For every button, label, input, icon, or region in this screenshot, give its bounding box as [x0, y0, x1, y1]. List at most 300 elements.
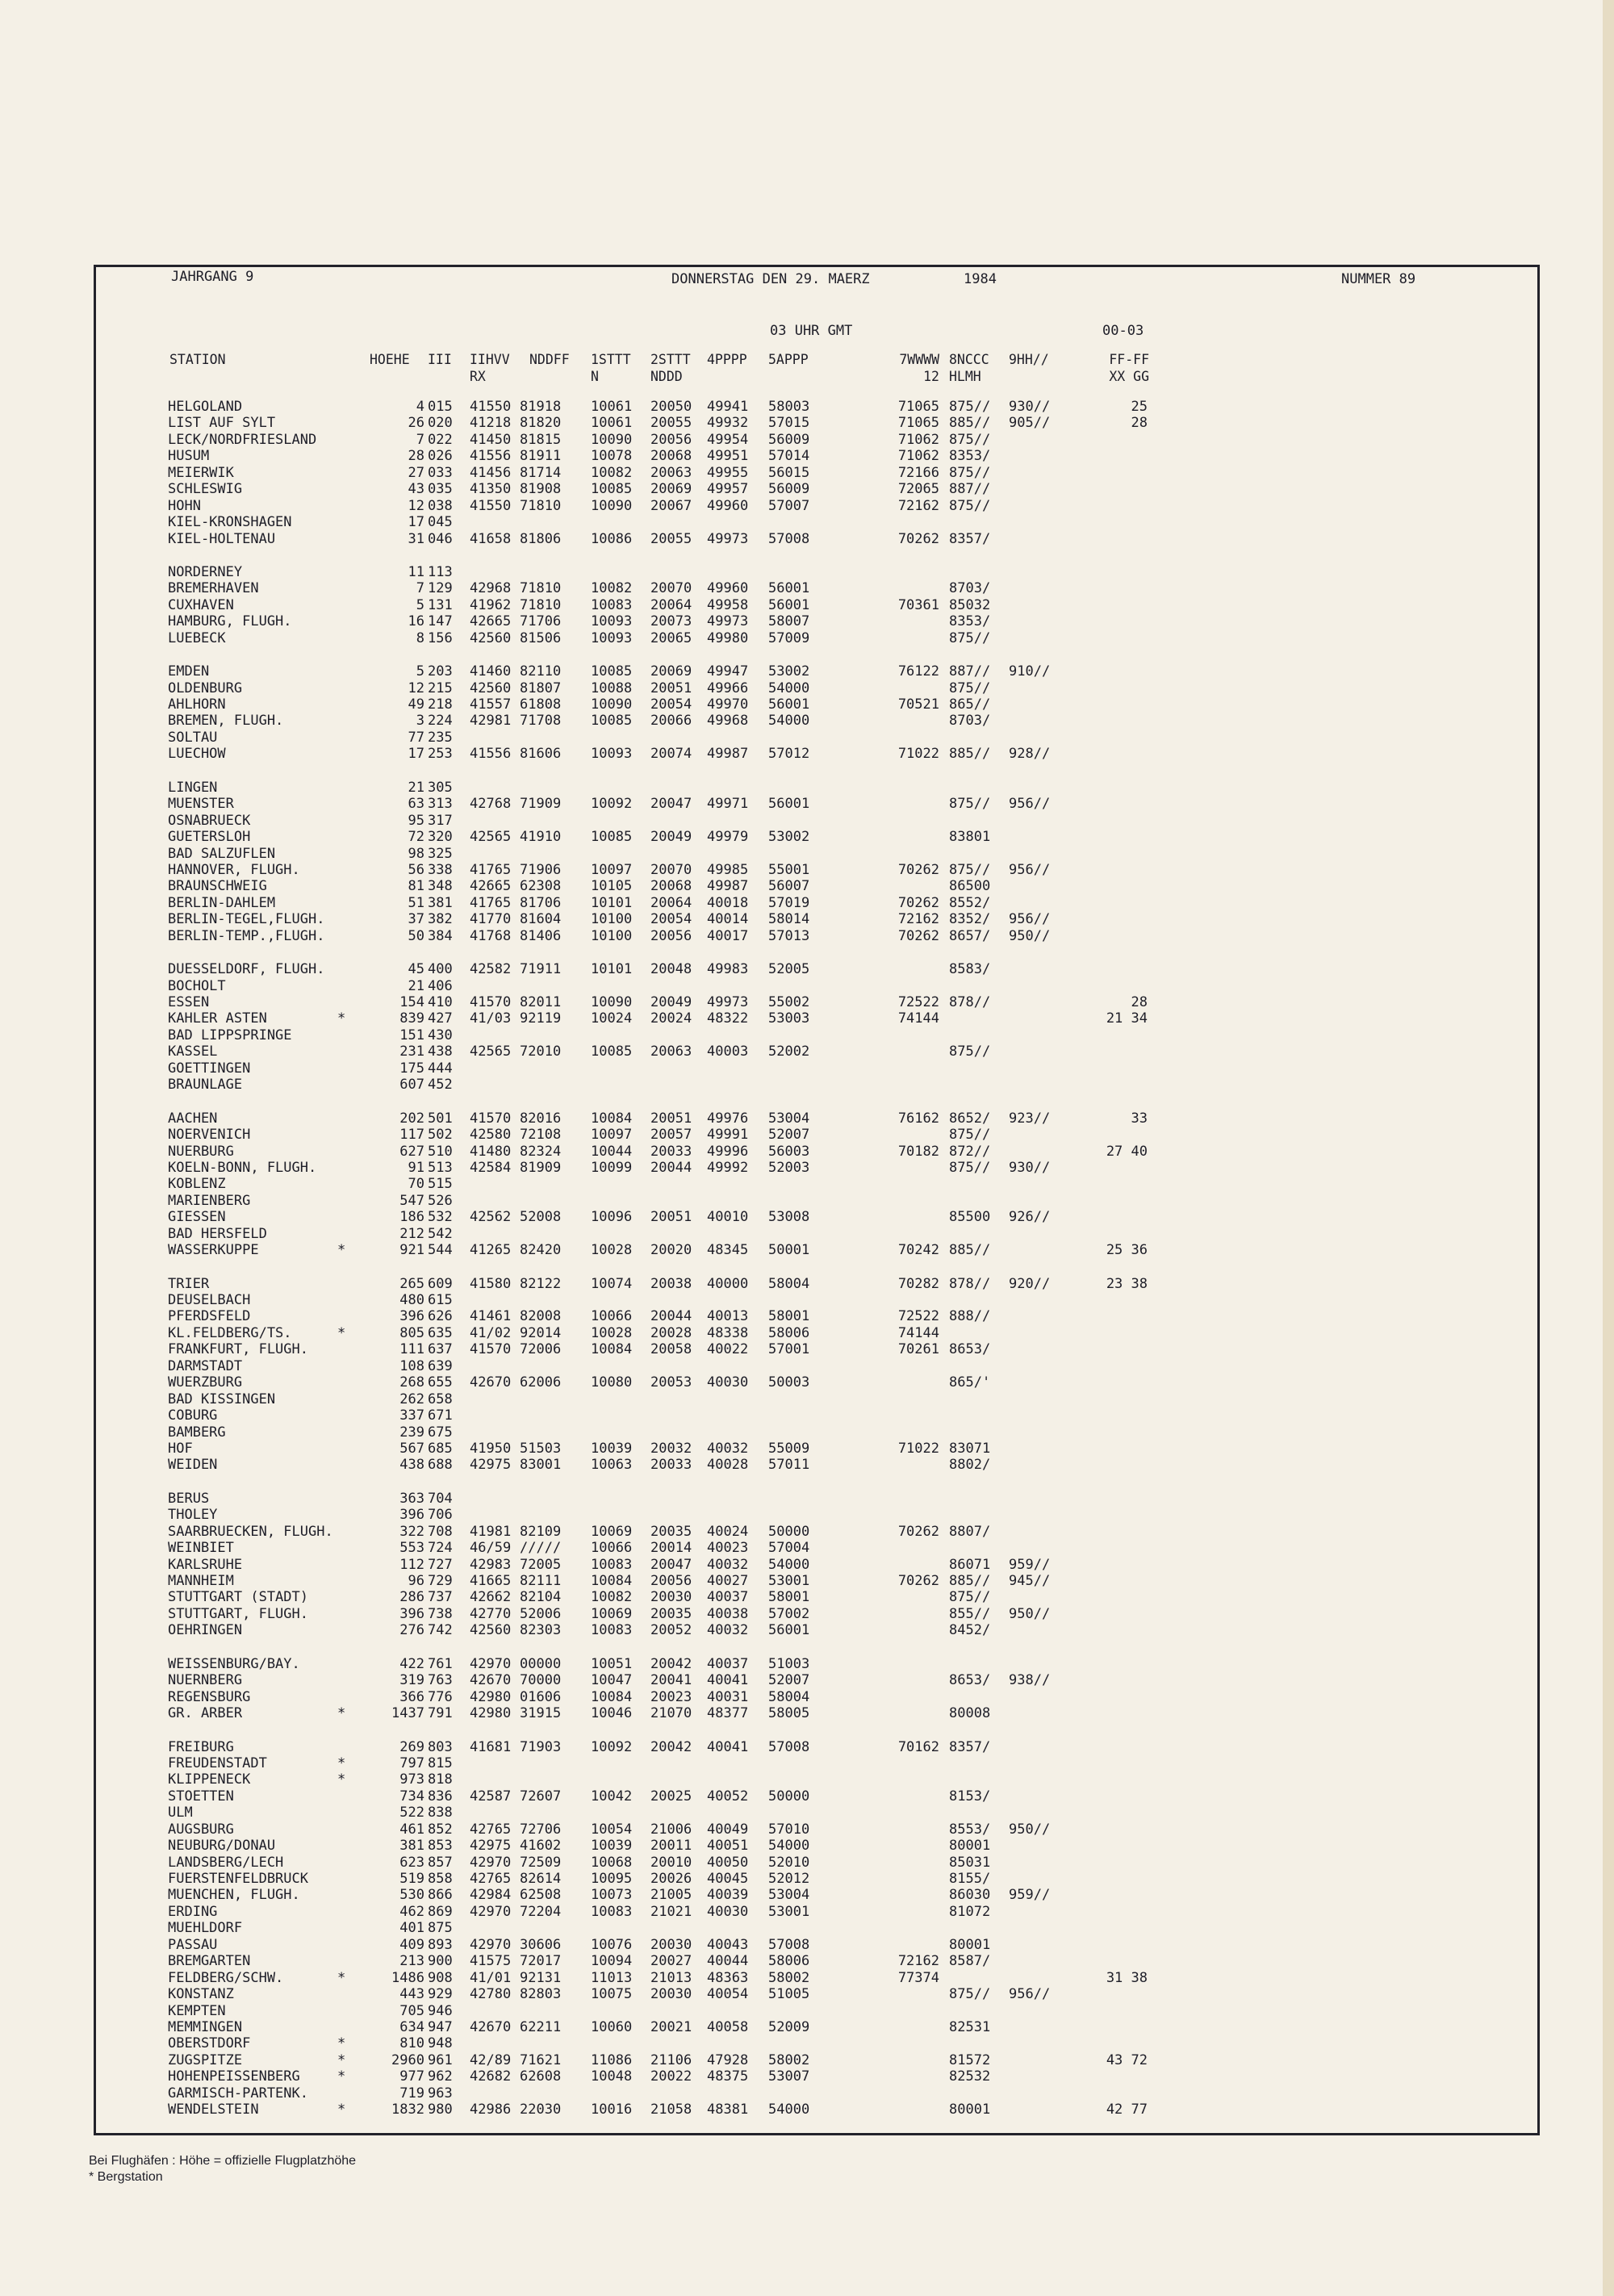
station-id: 156	[428, 629, 453, 646]
group-4: 20023	[650, 1688, 692, 1705]
hoehe-value: 627	[399, 1143, 424, 1160]
group-7: 70282	[897, 1275, 939, 1292]
group-4: 20033	[650, 1143, 692, 1160]
station-id: 410	[428, 994, 453, 1010]
station-name: GR. ARBER	[168, 1705, 243, 1722]
group-3: 10097	[591, 1127, 633, 1144]
group-8: 872//	[949, 1143, 991, 1160]
group-4: 20054	[650, 696, 692, 713]
group-2: 62006	[520, 1374, 562, 1391]
group-2: 22030	[520, 2102, 562, 2118]
group-7: 77374	[897, 1969, 939, 1986]
group-6: 56001	[768, 796, 810, 813]
group-6: 58005	[768, 1705, 810, 1722]
group-1: 42560	[470, 629, 512, 646]
group-8: 878//	[949, 1275, 991, 1292]
group-5: 40023	[707, 1540, 749, 1557]
group-2: 82016	[520, 1110, 562, 1127]
group-8: 885//	[949, 415, 991, 432]
station-name: AHLHORN	[168, 696, 226, 713]
station-id: 908	[428, 1969, 453, 1986]
station-name: FUERSTENFELDBRUCK	[168, 1871, 308, 1887]
group-5: 48363	[707, 1969, 749, 1986]
group-3: 10090	[591, 994, 633, 1010]
group-5: 49985	[707, 861, 749, 878]
station-id: 215	[428, 680, 453, 696]
group-8: 875//	[949, 464, 991, 481]
group-3: 10097	[591, 861, 633, 878]
hoehe-value: 26	[408, 415, 424, 432]
jahrgang-label: JAHRGANG 9	[171, 269, 254, 285]
station-name: WENDELSTEIN	[168, 2102, 259, 2118]
hoehe-value: 17	[408, 746, 424, 763]
group-4: 20063	[650, 1043, 692, 1060]
group-2: 81706	[520, 894, 562, 911]
group-5: 49971	[707, 796, 749, 813]
group-6: 57004	[768, 1540, 810, 1557]
group-6: 58002	[768, 1969, 810, 1986]
hoehe-value: 705	[399, 2002, 424, 2019]
group-2: 72017	[520, 1953, 562, 1970]
ff-value: 31 38	[1106, 1969, 1148, 1986]
group-8: 81072	[949, 1903, 991, 1920]
group-3: 10048	[591, 2068, 633, 2085]
group-6: 58006	[768, 1324, 810, 1341]
station-name: FELDBERG/SCHW.	[168, 1969, 284, 1986]
station-name: BERLIN-TEMP.,FLUGH.	[168, 927, 325, 944]
hoehe-value: 547	[399, 1192, 424, 1209]
group-1: 42560	[470, 680, 512, 696]
group-2: 72607	[520, 1788, 562, 1805]
group-6: 52005	[768, 961, 810, 978]
group-2: 82104	[520, 1589, 562, 1606]
group-4: 20042	[650, 1655, 692, 1672]
group-4: 20044	[650, 1308, 692, 1325]
station-id: 526	[428, 1192, 453, 1209]
hoehe-value: 37	[408, 911, 424, 928]
hoehe-value: 72	[408, 829, 424, 846]
group-2: 41602	[520, 1838, 562, 1855]
nummer-label: NUMMER 89	[1341, 271, 1416, 287]
group-2: /////	[520, 1540, 562, 1557]
hoehe-value: 921	[399, 1242, 424, 1259]
station-id: 400	[428, 961, 453, 978]
group-5: 49958	[707, 596, 749, 613]
group-1: 41218	[470, 415, 512, 432]
group-2: 81909	[520, 1159, 562, 1176]
group-2: 82303	[520, 1622, 562, 1639]
group-4: 20026	[650, 1871, 692, 1887]
station-name: OBERSTDORF	[168, 2035, 251, 2052]
group-7: 70262	[897, 861, 939, 878]
group-5: 49976	[707, 1110, 749, 1127]
col-hoehe: HOEHE	[370, 352, 410, 367]
group-2: 81406	[520, 927, 562, 944]
group-1: 42587	[470, 1788, 512, 1805]
hoehe-value: 839	[399, 1010, 424, 1027]
hoehe-value: 28	[408, 448, 424, 465]
group-1: 42682	[470, 2068, 512, 2085]
group-3: 10093	[591, 613, 633, 630]
group-1: 42560	[470, 1622, 512, 1639]
group-2: 71911	[520, 961, 562, 978]
group-3: 10092	[591, 1738, 633, 1755]
hoehe-value: 409	[399, 1936, 424, 1953]
group-6: 53004	[768, 1887, 810, 1904]
group-6: 58006	[768, 1953, 810, 1970]
station-id: 317	[428, 812, 453, 829]
group-5: 49987	[707, 746, 749, 763]
group-1: 42582	[470, 961, 512, 978]
group-8: 86500	[949, 878, 991, 895]
hoehe-value: 363	[399, 1490, 424, 1507]
station-name: CUXHAVEN	[168, 596, 234, 613]
group-8: 82532	[949, 2068, 991, 2085]
station-name: FREUDENSTADT	[168, 1754, 267, 1771]
station-name: OEHRINGEN	[168, 1622, 243, 1639]
hoehe-value: 805	[399, 1324, 424, 1341]
group-8: 875//	[949, 431, 991, 448]
group-6: 58003	[768, 399, 810, 415]
station-id: 853	[428, 1838, 453, 1855]
group-1: 41456	[470, 464, 512, 481]
group-8: 875//	[949, 1159, 991, 1176]
group-1: 41556	[470, 746, 512, 763]
group-2: 71810	[520, 497, 562, 514]
group-7: 74144	[897, 1010, 939, 1027]
group-6: 58001	[768, 1589, 810, 1606]
col-g6: 5APPP	[768, 352, 809, 367]
station-id: 035	[428, 481, 453, 498]
station-id: 948	[428, 2035, 453, 2052]
station-name: ULM	[168, 1805, 193, 1821]
hoehe-value: 17	[408, 514, 424, 531]
station-id: 015	[428, 399, 453, 415]
group-8: 875//	[949, 399, 991, 415]
station-name: MEMMINGEN	[168, 2018, 243, 2035]
station-name: STUTTGART, FLUGH.	[168, 1605, 308, 1622]
station-name: LINGEN	[168, 779, 218, 796]
station-name: NOERVENICH	[168, 1127, 251, 1144]
group-1: 42970	[470, 1655, 512, 1672]
station-name: BREMEN, FLUGH.	[168, 713, 284, 730]
hoehe-value: 5	[416, 596, 424, 613]
group-8: 875//	[949, 629, 991, 646]
group-5: 49973	[707, 613, 749, 630]
group-4: 20051	[650, 680, 692, 696]
station-name: HUSUM	[168, 448, 210, 465]
group-4: 20058	[650, 1341, 692, 1358]
group-7: 72166	[897, 464, 939, 481]
col-station: STATION	[169, 352, 226, 367]
station-name: NUERNBERG	[168, 1672, 243, 1689]
col-iii: III	[428, 352, 452, 367]
hoehe-value: 396	[399, 1507, 424, 1524]
group-3: 10085	[591, 713, 633, 730]
group-4: 20070	[650, 861, 692, 878]
hoehe-value: 286	[399, 1589, 424, 1606]
group-6: 57019	[768, 894, 810, 911]
station-name: DARMSTADT	[168, 1357, 243, 1374]
group-4: 20049	[650, 829, 692, 846]
group-5: 48377	[707, 1705, 749, 1722]
group-8: 8353/	[949, 613, 991, 630]
group-3: 10088	[591, 680, 633, 696]
group-8: 8583/	[949, 961, 991, 978]
hoehe-value: 4	[416, 399, 424, 415]
group-1: 41265	[470, 1242, 512, 1259]
group-6: 53002	[768, 663, 810, 680]
station-id: 963	[428, 2085, 453, 2102]
group-4: 21006	[650, 1821, 692, 1838]
hoehe-value: 49	[408, 696, 424, 713]
group-2: 62608	[520, 2068, 562, 2085]
station-id: 020	[428, 415, 453, 432]
group-5: 49968	[707, 713, 749, 730]
station-id: 980	[428, 2102, 453, 2118]
group-4: 21005	[650, 1887, 692, 1904]
station-name: HOHN	[168, 497, 201, 514]
group-7: 71062	[897, 431, 939, 448]
station-id: 637	[428, 1341, 453, 1358]
group-2: 00000	[520, 1655, 562, 1672]
station-name: BRAUNSCHWEIG	[168, 878, 267, 895]
group-8: 8587/	[949, 1953, 991, 1970]
station-name: FREIBURG	[168, 1738, 234, 1755]
ff-value: 27 40	[1106, 1143, 1148, 1160]
station-name: BAD KISSINGEN	[168, 1391, 276, 1407]
station-name: BOCHOLT	[168, 977, 226, 994]
group-1: 42765	[470, 1871, 512, 1887]
group-2: 72204	[520, 1903, 562, 1920]
group-4: 21070	[650, 1705, 692, 1722]
group-2: 72010	[520, 1043, 562, 1060]
group-3: 10080	[591, 1374, 633, 1391]
group-3: 10066	[591, 1308, 633, 1325]
group-3: 10024	[591, 1010, 633, 1027]
station-name: STUTTGART (STADT)	[168, 1589, 308, 1606]
group-3: 10028	[591, 1324, 633, 1341]
hoehe-value: 8	[416, 629, 424, 646]
group-5: 40044	[707, 1953, 749, 1970]
station-id: 382	[428, 911, 453, 928]
hoehe-value: 734	[399, 1788, 424, 1805]
group-6: 54000	[768, 1838, 810, 1855]
group-5: 48322	[707, 1010, 749, 1027]
group-5: 40058	[707, 2018, 749, 2035]
footnote-airport-height: Bei Flughäfen : Höhe = offizielle Flugplatzhöhe	[89, 2154, 357, 2168]
mountain-mark: *	[337, 1969, 346, 1986]
group-5: 49954	[707, 431, 749, 448]
group-3: 10054	[591, 1821, 633, 1838]
station-name: BAD SALZUFLEN	[168, 845, 276, 862]
group-3: 10078	[591, 448, 633, 465]
station-name: KARLSRUHE	[168, 1556, 243, 1573]
group-1: 41950	[470, 1440, 512, 1457]
station-name: BERLIN-DAHLEM	[168, 894, 276, 911]
station-name: LECK/NORDFRIESLAND	[168, 431, 317, 448]
group-6: 55001	[768, 861, 810, 878]
group-4: 20054	[650, 911, 692, 928]
group-8: 8153/	[949, 1788, 991, 1805]
group-5: 40054	[707, 1986, 749, 2003]
group-3: 10082	[591, 1589, 633, 1606]
station-id: 706	[428, 1507, 453, 1524]
station-id: 444	[428, 1060, 453, 1077]
group-4: 20032	[650, 1440, 692, 1457]
group-3: 10083	[591, 1622, 633, 1639]
group-6: 55009	[768, 1440, 810, 1457]
group-4: 20067	[650, 497, 692, 514]
station-id: 513	[428, 1159, 453, 1176]
group-5: 49996	[707, 1143, 749, 1160]
hoehe-value: 95	[408, 812, 424, 829]
station-id: 869	[428, 1903, 453, 1920]
group-3: 10068	[591, 1854, 633, 1871]
station-name: DEUSELBACH	[168, 1292, 251, 1308]
group-8: 875//	[949, 861, 991, 878]
hoehe-value: 396	[399, 1308, 424, 1325]
group-5: 49932	[707, 415, 749, 432]
group-5: 40051	[707, 1838, 749, 1855]
group-4: 20047	[650, 796, 692, 813]
group-5: 49992	[707, 1159, 749, 1176]
hoehe-value: 607	[399, 1077, 424, 1094]
group-3: 10060	[591, 2018, 633, 2035]
group-2: 81604	[520, 911, 562, 928]
group-1: 41570	[470, 994, 512, 1010]
group-3: 10083	[591, 596, 633, 613]
group-2: 81820	[520, 415, 562, 432]
group-2: 72006	[520, 1341, 562, 1358]
group-4: 20074	[650, 746, 692, 763]
station-name: OSNABRUECK	[168, 812, 251, 829]
hoehe-value: 7	[416, 431, 424, 448]
station-id: 639	[428, 1357, 453, 1374]
hoehe-value: 269	[399, 1738, 424, 1755]
group-5: 49970	[707, 696, 749, 713]
station-id: 502	[428, 1127, 453, 1144]
station-name: HAMBURG, FLUGH.	[168, 613, 292, 630]
group-8: 83071	[949, 1440, 991, 1457]
group-1: 42662	[470, 1589, 512, 1606]
hoehe-value: 396	[399, 1605, 424, 1622]
station-name: AUGSBURG	[168, 1821, 234, 1838]
hoehe-value: 213	[399, 1953, 424, 1970]
hoehe-value: 43	[408, 481, 424, 498]
group-2: 72509	[520, 1854, 562, 1871]
group-4: 20056	[650, 1573, 692, 1589]
group-6: 57008	[768, 1738, 810, 1755]
group-4: 20051	[650, 1209, 692, 1226]
station-name: ERDING	[168, 1903, 218, 1920]
hoehe-value: 2960	[391, 2051, 424, 2068]
group-6: 50001	[768, 1242, 810, 1259]
group-2: 81911	[520, 448, 562, 465]
group-2: 82111	[520, 1573, 562, 1589]
group-8: 80001	[949, 2102, 991, 2118]
group-3: 10069	[591, 1605, 633, 1622]
group-6: 57015	[768, 415, 810, 432]
group-3: 10095	[591, 1871, 633, 1887]
group-1: 42970	[470, 1903, 512, 1920]
station-name: PFERDSFELD	[168, 1308, 251, 1325]
group-8: 80001	[949, 1936, 991, 1953]
group-5: 40038	[707, 1605, 749, 1622]
group-2: 01606	[520, 1688, 562, 1705]
ff-value: 33	[1131, 1110, 1148, 1127]
footnote-mountain-station: * Bergstation	[89, 2170, 163, 2184]
group-4: 20047	[650, 1556, 692, 1573]
group-2: 41910	[520, 829, 562, 846]
group-7: 70262	[897, 894, 939, 911]
station-id: 131	[428, 596, 453, 613]
ff-value: 43 72	[1106, 2051, 1148, 2068]
ff-value: 28	[1131, 994, 1148, 1010]
group-1: 42565	[470, 1043, 512, 1060]
group-6: 56003	[768, 1143, 810, 1160]
hoehe-value: 63	[408, 796, 424, 813]
station-id: 253	[428, 746, 453, 763]
group-2: 30606	[520, 1936, 562, 1953]
hoehe-value: 154	[399, 994, 424, 1010]
group-6: 52009	[768, 2018, 810, 2035]
hoehe-value: 7	[416, 580, 424, 597]
group-8: 885//	[949, 746, 991, 763]
group-5: 40027	[707, 1573, 749, 1589]
group-5: 40032	[707, 1556, 749, 1573]
station-name: WEINBIET	[168, 1540, 234, 1557]
group-2: 82110	[520, 663, 562, 680]
group-1: 41962	[470, 596, 512, 613]
station-id: 452	[428, 1077, 453, 1094]
station-name: KEMPTEN	[168, 2002, 226, 2019]
group-7: 71065	[897, 415, 939, 432]
group-3: 10076	[591, 1936, 633, 1953]
group-8: 887//	[949, 663, 991, 680]
group-1: 41/02	[470, 1324, 512, 1341]
group-4: 20010	[650, 1854, 692, 1871]
ff-value: 42 77	[1106, 2102, 1148, 2118]
station-id: 727	[428, 1556, 453, 1573]
station-name: TRIER	[168, 1275, 210, 1292]
hoehe-value: 443	[399, 1986, 424, 2003]
station-name: LUEBECK	[168, 629, 226, 646]
hoehe-value: 81	[408, 878, 424, 895]
group-3: 10082	[591, 580, 633, 597]
group-4: 20051	[650, 1110, 692, 1127]
group-2: 71810	[520, 580, 562, 597]
group-2: 52006	[520, 1605, 562, 1622]
station-name: BERUS	[168, 1490, 210, 1507]
group-1: 42580	[470, 1127, 512, 1144]
hoehe-value: 12	[408, 680, 424, 696]
station-name: BREMGARTEN	[168, 1953, 251, 1970]
group-7: 70182	[897, 1143, 939, 1160]
group-5: 40010	[707, 1209, 749, 1226]
station-id: 501	[428, 1110, 453, 1127]
group-5: 40018	[707, 894, 749, 911]
mountain-mark: *	[337, 1010, 346, 1027]
group-1: 42975	[470, 1838, 512, 1855]
mountain-mark: *	[337, 1705, 346, 1722]
mountain-mark: *	[337, 2102, 346, 2118]
hoehe-value: 973	[399, 1771, 424, 1788]
ff-value: 21 34	[1106, 1010, 1148, 1027]
group-1: 41480	[470, 1143, 512, 1160]
station-id: 224	[428, 713, 453, 730]
group-1: 42/89	[470, 2051, 512, 2068]
